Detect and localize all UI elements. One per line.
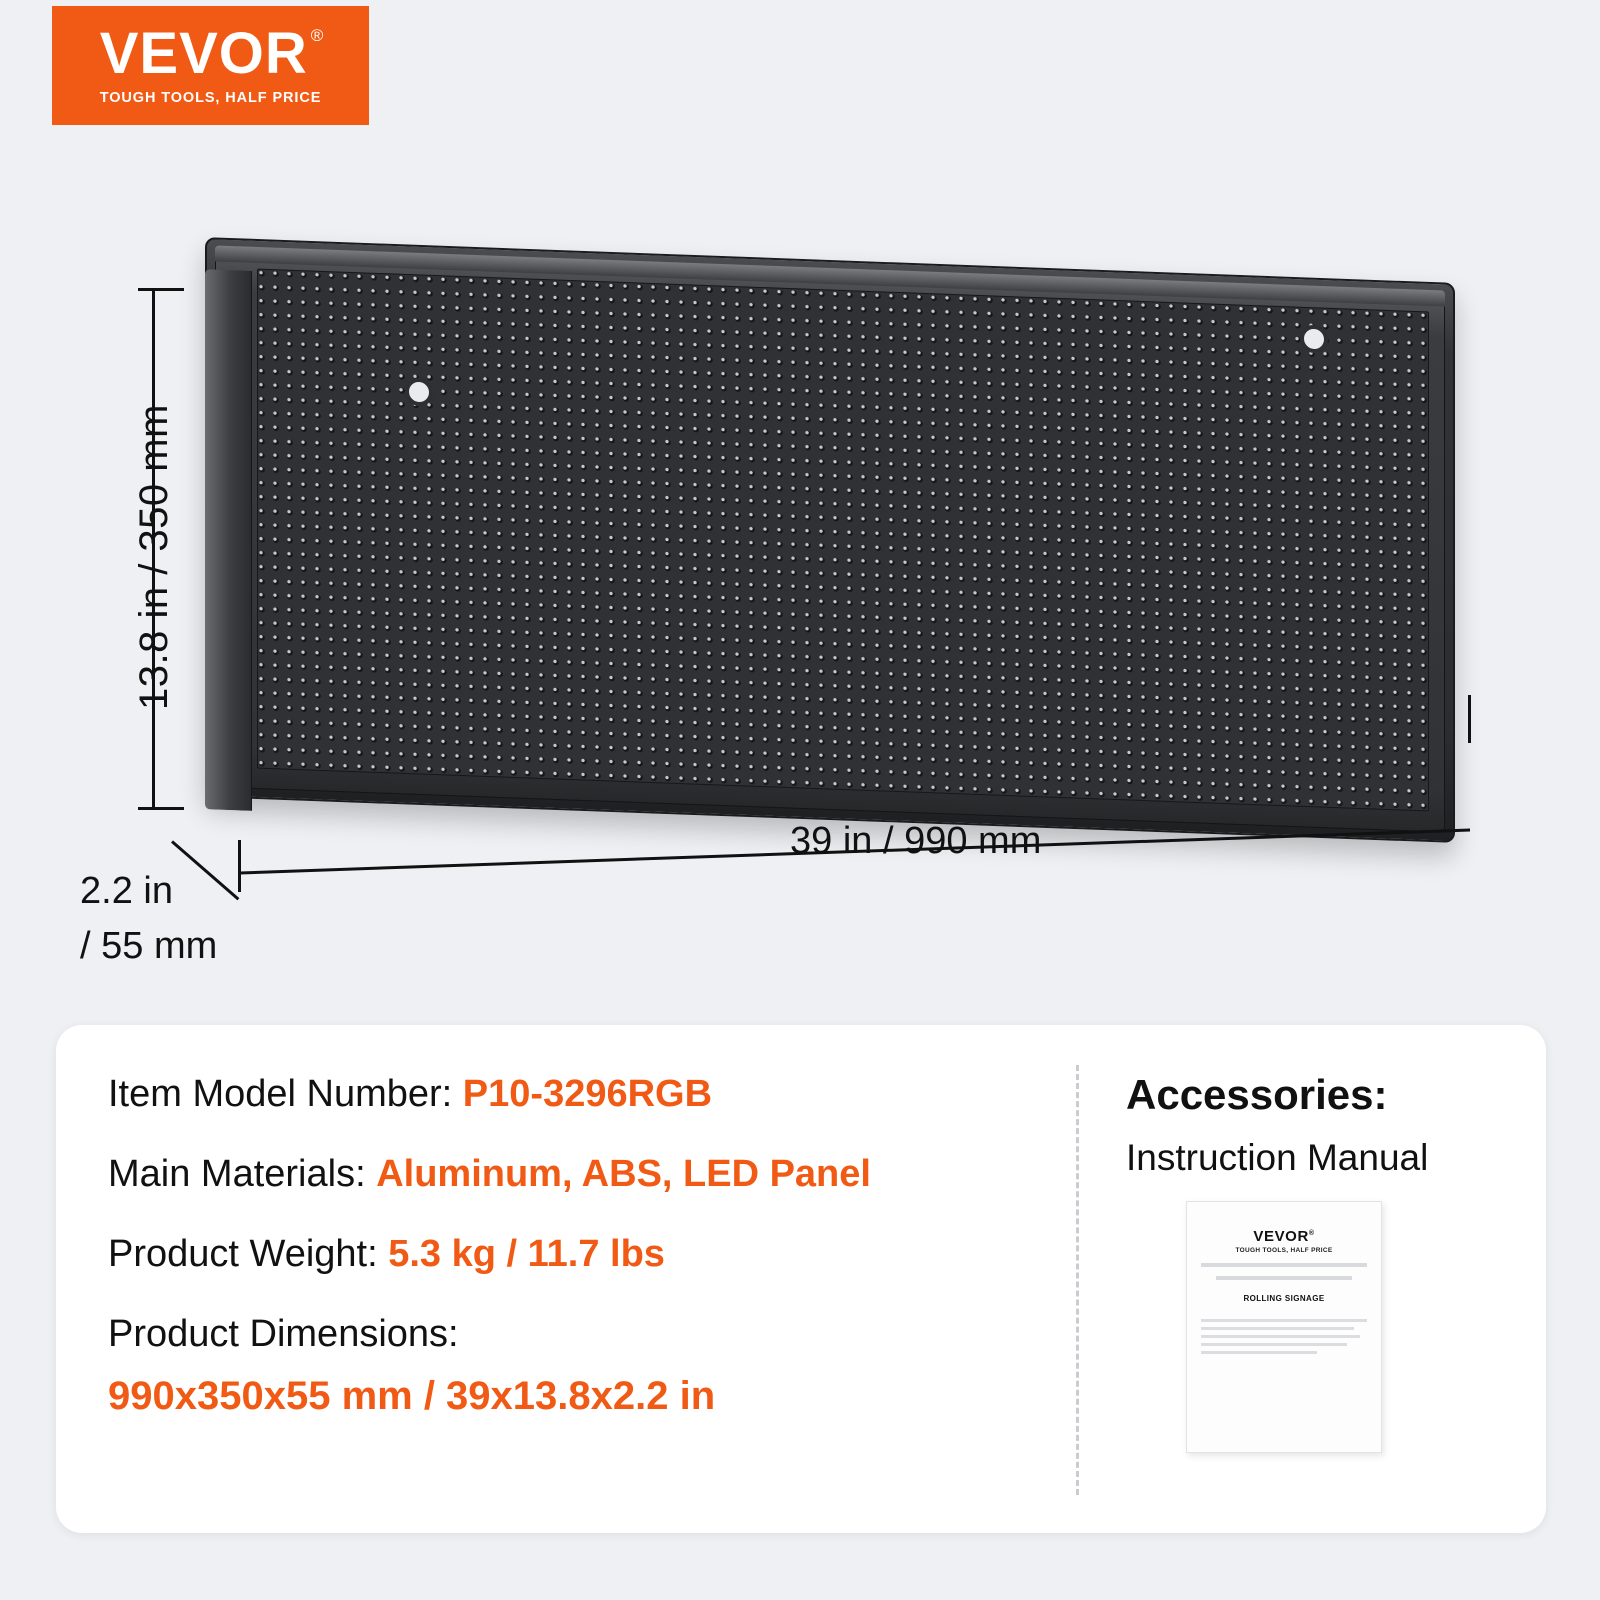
- depth-dimension-label-line2: / 55 mm: [80, 925, 218, 967]
- product-illustration: [0, 150, 1600, 1010]
- instruction-manual-thumbnail: [1186, 1201, 1382, 1453]
- registered-mark: ®: [310, 26, 325, 45]
- spec-row-dimensions: [108, 1311, 1068, 1419]
- width-dimension-label: 39 in / 990 mm: [790, 820, 1042, 862]
- manual-title: ROLLING SIGNAGE: [1243, 1294, 1325, 1303]
- accessories-section: [1126, 1071, 1526, 1453]
- specification-card: [56, 1025, 1546, 1533]
- manual-rule-1: [1201, 1263, 1367, 1267]
- manual-registered-mark: ®: [1308, 1230, 1315, 1237]
- spec-label-model: Item Model Number:: [108, 1073, 453, 1115]
- spec-label-materials: Main Materials:: [108, 1153, 366, 1195]
- depth-dimension-label-line1: 2.2 in: [80, 870, 173, 912]
- hanging-hook-left-icon: [405, 377, 433, 406]
- manual-tagline: TOUGH TOOLS, HALF PRICE: [1235, 1247, 1333, 1254]
- accessories-item-label: Instruction Manual: [1126, 1137, 1429, 1178]
- spec-row-materials: [108, 1151, 1068, 1197]
- width-tick-right: [1468, 695, 1471, 743]
- led-sign-product: [205, 260, 1455, 820]
- height-tick-bottom: [138, 807, 184, 810]
- height-tick-top: [138, 288, 184, 291]
- spec-list: [108, 1071, 1068, 1453]
- brand-logo: [52, 6, 369, 125]
- spec-value-materials: Aluminum, ABS, LED Panel: [376, 1153, 871, 1195]
- spec-label-weight: Product Weight:: [108, 1233, 378, 1275]
- spec-value-weight: 5.3 kg / 11.7 lbs: [388, 1233, 665, 1275]
- depth-tick: [238, 840, 241, 892]
- spec-row-model: [108, 1071, 1068, 1117]
- spec-value-dimensions: 990x350x55 mm / 39x13.8x2.2 in: [108, 1374, 716, 1418]
- brand-tagline: TOUGH TOOLS, HALF PRICE: [99, 90, 322, 106]
- spec-row-weight: [108, 1231, 1068, 1277]
- manual-brand-text: VEVOR: [1253, 1228, 1309, 1245]
- spec-value-model: P10-3296RGB: [462, 1073, 713, 1115]
- manual-brand: [1187, 1228, 1381, 1245]
- brand-name: [99, 21, 325, 86]
- accessories-title: Accessories:: [1126, 1071, 1388, 1118]
- height-dimension-label: 13.8 in / 350 mm: [132, 404, 176, 710]
- card-divider: [1076, 1065, 1079, 1495]
- manual-body-text: [1201, 1319, 1367, 1354]
- depth-dimension-line: [171, 840, 239, 900]
- manual-rule-2: [1216, 1276, 1352, 1280]
- hanging-hook-right-icon: [1300, 324, 1328, 353]
- brand-name-text: VEVOR: [99, 21, 308, 86]
- sign-side-edge: [205, 269, 252, 811]
- led-dot-matrix-face: [257, 269, 1429, 812]
- spec-label-dimensions: Product Dimensions:: [108, 1313, 459, 1355]
